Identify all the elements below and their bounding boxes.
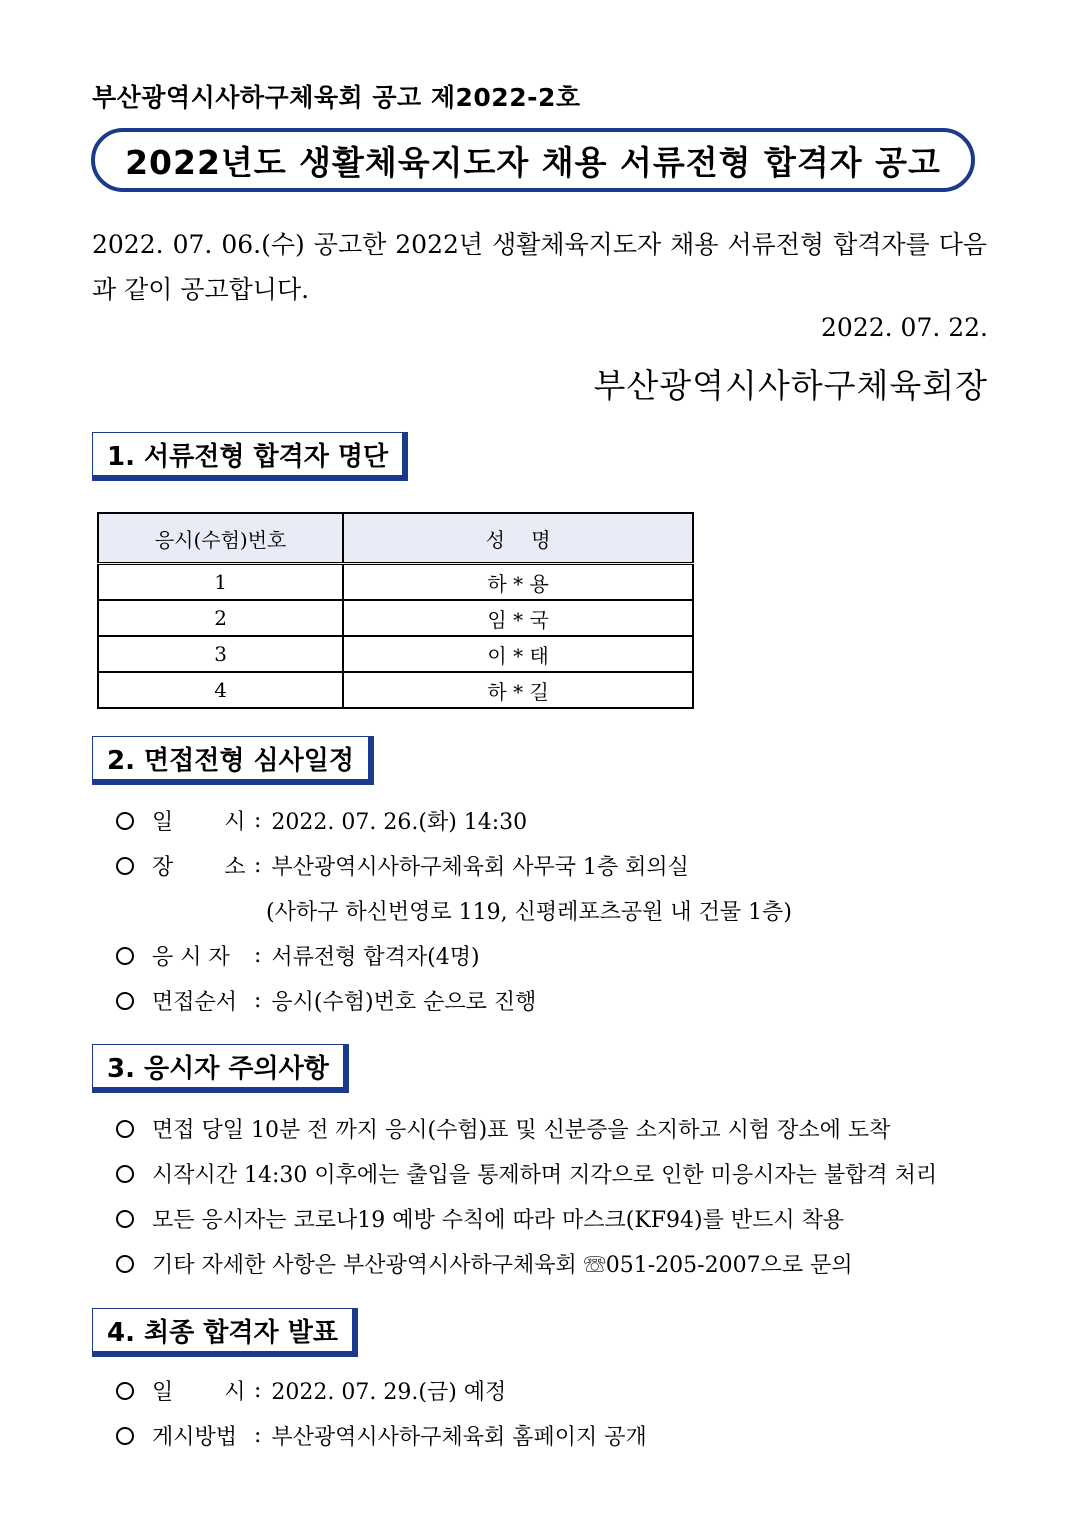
list-item: 일 시 : 2022. 07. 26.(화) 14:30 [116, 798, 792, 843]
item-value: 응시(수험)번호 순으로 진행 [271, 990, 537, 1015]
bullet-circle-icon [116, 992, 134, 1010]
section-4-heading [92, 1308, 358, 1357]
item-value: (사하구 하신번영로 119, 신평레포츠공원 내 건물 1층) [266, 900, 792, 925]
section-1-heading [92, 432, 408, 481]
list-item-continued [116, 888, 792, 933]
exam-number-cell: 1 [98, 564, 343, 601]
name-cell: 임 * 국 [343, 600, 693, 636]
intro-paragraph: 2022. 07. 06.(수) 공고한 2022년 생활체육지도자 채용 서류전형 합격자를 다음과 같이 공고합니다. [92, 230, 987, 304]
exam-number-cell: 4 [98, 672, 343, 708]
item-value: 부산광역시사하구체육회 사무국 1층 회의실 [271, 855, 689, 880]
item-label: 일 시 [152, 810, 246, 835]
item-label: 면접순서 [152, 990, 238, 1015]
list-item [116, 1106, 937, 1151]
title-banner [91, 128, 975, 192]
bullet-circle-icon [116, 1210, 134, 1228]
table-row [98, 564, 693, 601]
list-item: 응 시 자 : 서류전형 합격자(4명) [116, 933, 792, 978]
name-cell: 하 * 길 [343, 672, 693, 708]
item-label: 장 소 [152, 855, 246, 880]
table-row [98, 672, 693, 708]
bullet-circle-icon [116, 1120, 134, 1138]
final-announcement-list [116, 1368, 647, 1458]
list-item [116, 1241, 937, 1286]
bullet-circle-icon [116, 1382, 134, 1400]
section-2-title: 2. 면접전형 심사일정 [107, 745, 354, 776]
item-text: 모든 응시자는 코로나19 예방 수칙에 따라 마스크(KF94)를 반드시 착용 [152, 1208, 845, 1233]
list-item: 일 시 : 2022. 07. 29.(금) 예정 [116, 1368, 647, 1413]
bullet-circle-icon [116, 1427, 134, 1445]
list-item [116, 1196, 937, 1241]
interview-schedule-list [116, 798, 792, 1023]
notice-number: 부산광역시사하구체육회 공고 제2022-2호 [92, 83, 581, 112]
table-header-row [98, 513, 693, 564]
list-item: 게시방법 : 부산광역시사하구체육회 홈페이지 공개 [116, 1413, 647, 1458]
section-2-heading [92, 736, 374, 785]
table-row [98, 600, 693, 636]
bullet-circle-icon [116, 857, 134, 875]
item-value: 서류전형 합격자(4명) [271, 945, 480, 970]
column-header: 응시(수험)번호 [98, 513, 343, 564]
section-4-title: 4. 최종 합격자 발표 [107, 1317, 338, 1348]
name-cell: 하 * 용 [343, 564, 693, 601]
bullet-circle-icon [116, 1255, 134, 1273]
item-value: 2022. 07. 29.(금) 예정 [271, 1380, 507, 1405]
name-cell: 이 * 태 [343, 636, 693, 672]
page-title: 2022년도 생활체육지도자 채용 서류전형 합격자 공고 [125, 142, 941, 182]
precautions-list [116, 1106, 937, 1286]
item-value: 부산광역시사하구체육회 홈페이지 공개 [271, 1425, 647, 1450]
item-label: 게시방법 [152, 1425, 238, 1450]
announcement-date: 2022. 07. 22. [821, 313, 988, 342]
list-item: 장 소 : 부산광역시사하구체육회 사무국 1층 회의실 [116, 843, 792, 888]
item-text: 면접 당일 10분 전 까지 응시(수험)표 및 신분증을 소지하고 시험 장소에 도착 [152, 1118, 891, 1143]
item-text: 시작시간 14:30 이후에는 출입을 통제하며 지각으로 인한 미응시자는 불합격 처리 [152, 1163, 938, 1188]
passer-table [97, 512, 694, 709]
bullet-circle-icon [116, 947, 134, 965]
list-item: 면접순서 : 응시(수험)번호 순으로 진행 [116, 978, 792, 1023]
item-text: 기타 자세한 사항은 부산광역시사하구체육회 ☏051-205-2007으로 문의 [152, 1253, 853, 1278]
bullet-circle-icon [116, 812, 134, 830]
list-item [116, 1151, 937, 1196]
section-1-title: 1. 서류전형 합격자 명단 [107, 441, 389, 472]
signature: 부산광역시사하구체육회장 [593, 366, 988, 405]
item-label: 응 시 자 [152, 945, 230, 970]
exam-number-cell: 3 [98, 636, 343, 672]
item-value: 2022. 07. 26.(화) 14:30 [271, 810, 528, 835]
section-3-heading [92, 1044, 349, 1093]
bullet-circle-icon [116, 1165, 134, 1183]
column-header: 성 명 [343, 513, 693, 564]
table-row [98, 636, 693, 672]
exam-number-cell: 2 [98, 600, 343, 636]
item-label: 일 시 [152, 1380, 246, 1405]
section-3-title: 3. 응시자 주의사항 [107, 1053, 329, 1084]
